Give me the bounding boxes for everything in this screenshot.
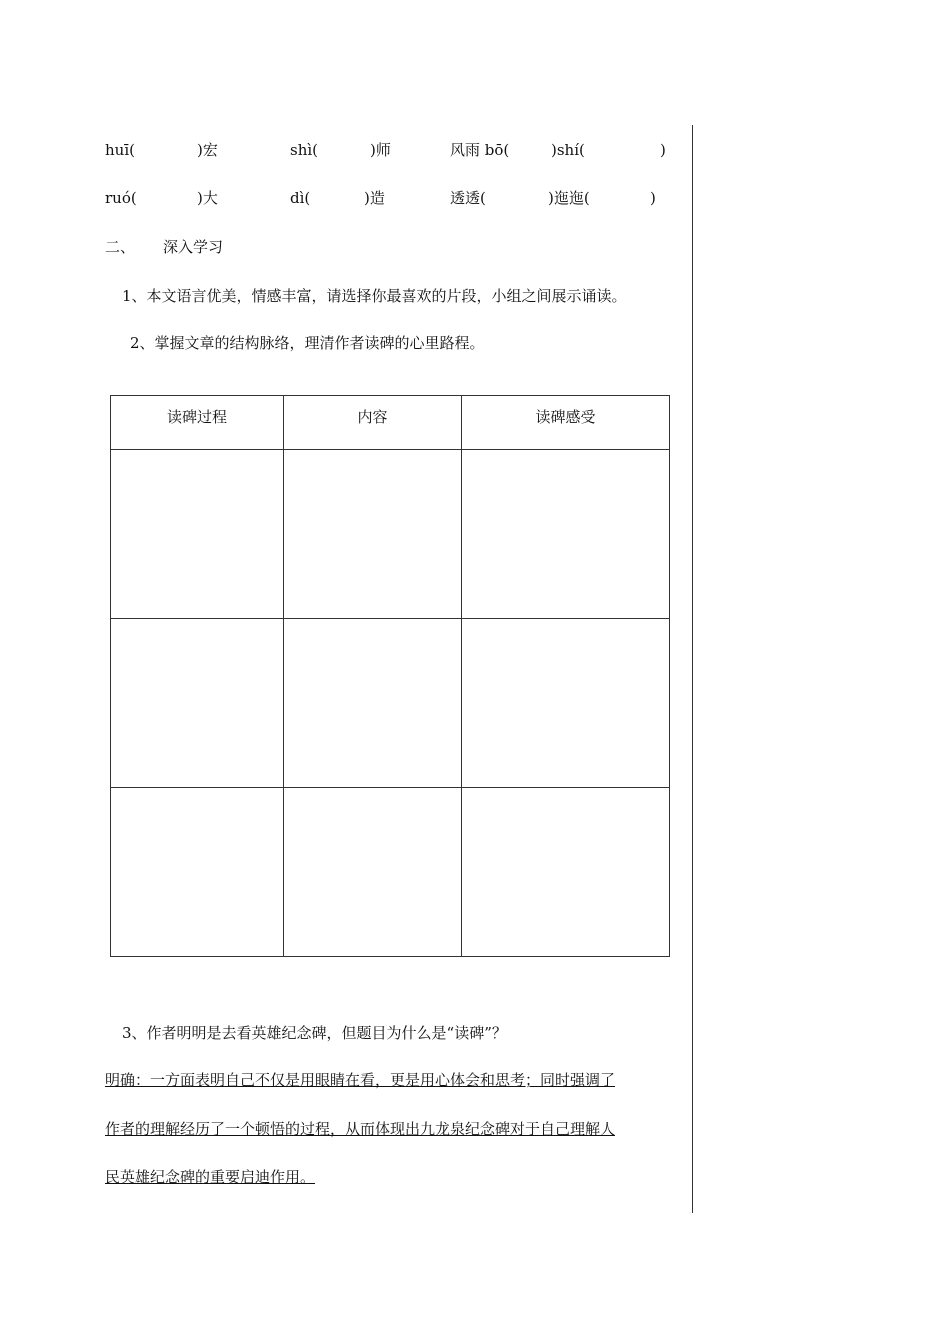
word-yiyi: )迤迤( [548,189,590,207]
pinyin-shi: shì( [290,141,319,159]
pinyin-close: ) [660,141,666,159]
table-cell[interactable] [284,619,462,788]
header-content: 内容 [284,396,462,450]
pinyin-ruo-word: )大 [197,189,218,207]
pinyin-di: dì( [290,189,311,207]
answer-line-1: 明确：一方面表明自己不仅是用眼睛在看，更是用心体会和思考；同时强调了 [105,1071,616,1089]
answer-line-2: 作者的理解经历了一个顿悟的过程，从而体现出九龙泉纪念碑对于自己理解人 [105,1120,616,1138]
header-process: 读碑过程 [111,396,284,450]
pinyin-shi2: )shí( [551,141,585,159]
pinyin-ruo: ruó( [105,189,137,207]
section-number: 二、 [105,238,136,256]
section-title: 深入学习 [163,238,224,256]
pinyin-bo: 风雨 bō( [450,141,510,159]
table-cell[interactable] [111,450,284,619]
question-2: 2、掌握文章的结构脉络，理清作者读碑的心里路程。 [130,334,485,352]
pinyin-hui: huī( [105,141,135,159]
word-toutou: 透透( [450,189,486,207]
table-cell[interactable] [111,788,284,957]
pinyin-di-word: )造 [364,189,385,207]
word-close: ) [650,189,656,207]
reading-process-table [110,395,670,957]
table-cell[interactable] [284,450,462,619]
question-1: 1、本文语言优美，情感丰富，请选择你最喜欢的片段，小组之间展示诵读。 [122,287,627,305]
answer-line-3: 民英雄纪念碑的重要启迪作用。 [105,1168,316,1186]
table-cell[interactable] [462,450,670,619]
pinyin-hui-word: )宏 [197,141,218,159]
table-cell[interactable] [462,619,670,788]
page-margin-line [692,125,693,1213]
table-cell[interactable] [111,619,284,788]
table-cell[interactable] [284,788,462,957]
pinyin-shi-word: )师 [370,141,391,159]
table-cell[interactable] [462,788,670,957]
question-3: 3、作者明明是去看英雄纪念碑，但题目为什么是“读碑”？ [122,1024,507,1042]
header-feeling: 读碑感受 [462,396,670,450]
